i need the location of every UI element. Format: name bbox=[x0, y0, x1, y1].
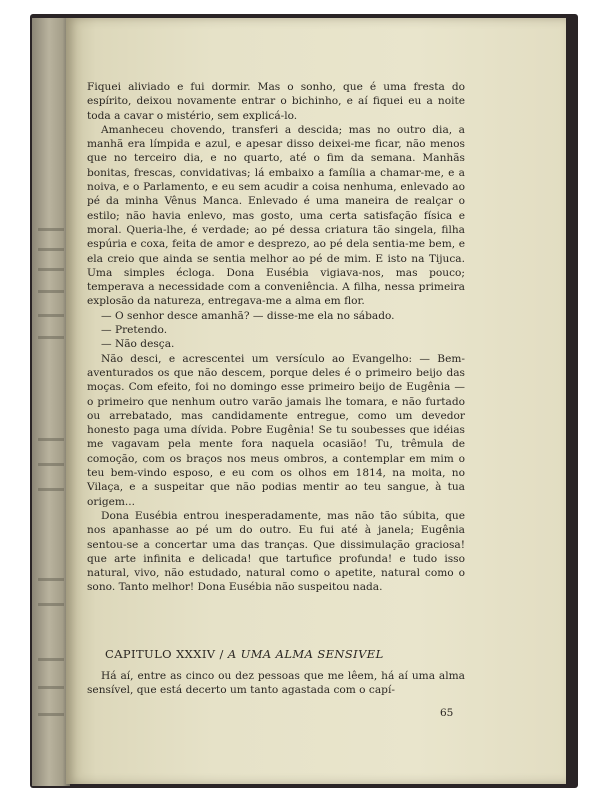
body-text bbox=[87, 80, 465, 595]
show-through-line bbox=[38, 686, 64, 689]
show-through-line bbox=[38, 268, 64, 271]
show-through-line bbox=[38, 603, 64, 606]
show-through-line bbox=[38, 713, 64, 716]
page-number: 65 bbox=[440, 707, 454, 719]
show-through-line bbox=[38, 463, 64, 466]
chapter-opening-text: Há aí, entre as cinco ou dez pessoas que me lêem, há aí uma alma sensível, que está decerto um tanto agastada com o capí- bbox=[87, 670, 465, 697]
dialogue-line: — Não desça. bbox=[101, 338, 175, 351]
left-page-edge bbox=[32, 18, 70, 786]
show-through-line bbox=[38, 314, 64, 317]
paragraph: Amanheceu chovendo, transferi a descida; mas no outro dia, a manhã era límpida e azul, e apesar disso deixei-me ficar, não menos que no terceiro dia, e no quarto, até o fim da semana. Manhãs bonitas, frescas, convidativas; lá embaixo a família a chamar-me, e a noiva, e o Parlamento, e eu sem acudir a coisa nenhuma, enlevado ao pé da minha Vênus Manca. Enlevado é uma maneira de realçar o estilo; não havia enlevo, mas gosto, uma certa satisfação física e moral. Queria-lhe, é verdade; ao pé dessa criatura tão singela, filha espúria e coxa, feita de amor e desprezo, ao pé dela sentia-me bem, e ela creio que ainda se sentia melhor ao pé de mim. E isto na Tijuca. Uma simples écloga. Dona Eusébia vigiava-nos, mas pouco; temperava a necessidade com a conveniência. A filha, nessa primeira explosão da natureza, entregava-me a alma em flor. bbox=[87, 123, 465, 308]
show-through-line bbox=[38, 488, 64, 491]
show-through-line bbox=[38, 228, 64, 231]
show-through-line bbox=[38, 336, 64, 339]
chapter-number: CAPITULO XXXIV / bbox=[105, 647, 228, 661]
paragraph: Não desci, e acrescentei um versículo ao Evangelho: — Bem-aventurados os que não descem, porque deles é o primeiro beijo das moças. Com efeito, foi no domingo esse primeiro beijo de Eugênia — o primeiro que nenhum outro varão jamais lhe tomara, e não furtado ou arrebatado, mas candidamente entregue, como um devedor honesto paga uma dívida. Pobre Eugênia! Se tu soubesses que idéias me vagavam pela mente fora naquela ocasião! Tu, trêmula de comoção, com os braços nos meus ombros, a contemplar em mim o teu bem-vindo esposo, e eu com os olhos em 1814, na moita, no Vilaça, e a suspeitar que não podias mentir ao teu sangue, à tua origem... bbox=[87, 352, 465, 508]
show-through-line bbox=[38, 438, 64, 441]
chapter-heading bbox=[105, 647, 465, 661]
dialogue-line: — Pretendo. bbox=[101, 324, 168, 337]
show-through-line bbox=[38, 658, 64, 661]
chapter-title: A UMA ALMA SENSIVEL bbox=[227, 647, 384, 661]
show-through-line bbox=[38, 290, 64, 293]
dialogue-line: — O senhor desce amanhã? — disse-me ela no sábado. bbox=[101, 309, 395, 322]
paragraph: Dona Eusébia entrou inesperadamente, mas não tão súbita, que nos apanhasse ao pé um do outro. Eu fui até à janela; Eugênia sentou-se a concertar uma das tranças. Que dissimulação graciosa! que arte infinita e delicada! que tartufice profunda! e tudo isso natural, vivo, não estudado, natural como o apetite, natural como o sono. Tanto melhor! Dona Eusébia não suspeitou nada. bbox=[87, 509, 465, 594]
paragraph: Fiquei aliviado e fui dormir. Mas o sonho, que é uma fresta do espírito, deixou novamente entrar o bichinho, e aí fiquei eu a noite toda a cavar o mistério, sem explicá-lo. bbox=[87, 81, 465, 122]
show-through-line bbox=[38, 578, 64, 581]
show-through-line bbox=[38, 248, 64, 251]
